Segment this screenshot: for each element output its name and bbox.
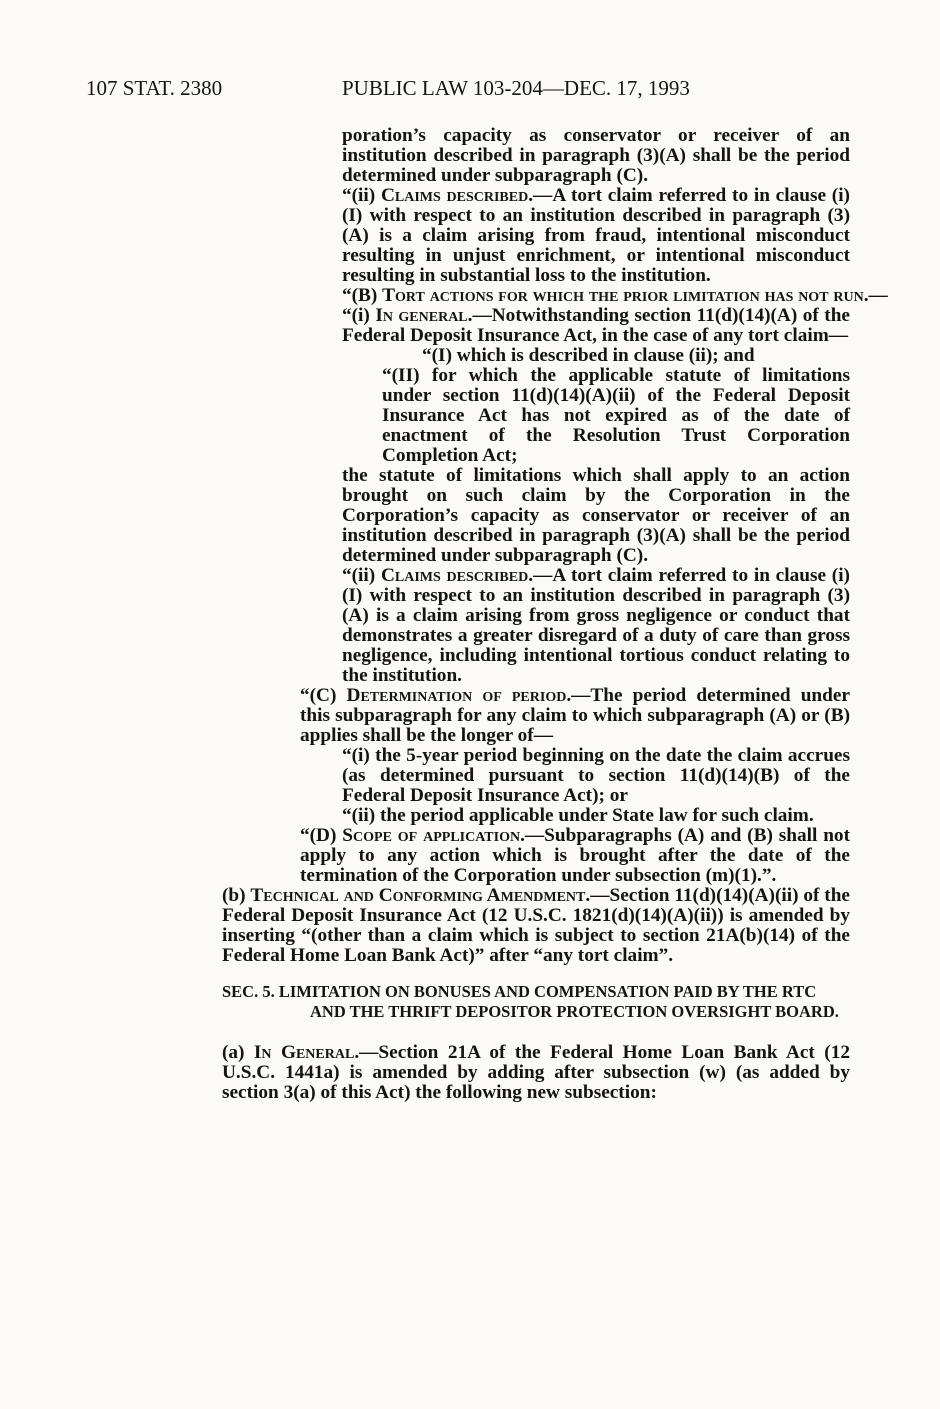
clause-ii-claims-described-gross-negligence: “(ii) Claims described.—A tort claim referred to in clause (i)(I) with respect to an institution described in paragraph (3)(A) is a claim arising from gross negligence or conduct that demonstrates a greater disregard of a duty of care than gross negligence, including intentional tortious conduct relating to the institution. (342, 565, 850, 686)
statute-of-limitations-text: the statute of limitations which shall apply to an action brought on such claim by the Corporation in the Corporation’s capacity as conservator or receiver of an institution described in paragraph (3)(A) shall be the period determined under subparagraph (C). (342, 465, 850, 566)
subparagraph-b-heading: “(B) Tort actions for which the prior limitation has not run.— (342, 285, 888, 306)
subparagraph-c-determination: “(C) Determination of period.—The period determined under this subparagraph for any claim to which subparagraph (A) or (B) applies shall be the longer of— (300, 685, 850, 746)
clause-i-five-year-period: “(i) the 5-year period beginning on the date the claim accrues (as determined pursuant to section 11(d)(14)(B) of the Federal Deposit Insurance Act); or (342, 745, 850, 806)
statute-text (0, 126, 940, 1103)
subclause-ii: “(II) for which the applicable statute of limitations under section 11(d)(14)(A)(ii) of the Federal Deposit Insurance Act has not expired as of the date of enactment of the Resolution Trust Corporation Completion Act; (382, 365, 850, 466)
subsection-a-in-general: (a) In General.—Section 21A of the Federal Home Loan Bank Act (12 U.S.C. 1441a) is amended by adding after subsection (w) (as added by section 3(a) of this Act) the following new subsection: (222, 1041, 850, 1103)
section-heading: SEC. 5. LIMITATION ON BONUSES AND COMPENSATION PAID BY THE RTC AND THE THRIFT DEPOSITOR PROTECTION OVERSIGHT BOARD. (222, 982, 839, 1021)
page-reference: 107 STAT. 2380 (86, 76, 223, 100)
subsection-b-technical-amendment: (b) Technical and Conforming Amendment.—Section 11(d)(14)(A)(ii) of the Federal Deposit Insurance Act (12 U.S.C. 1821(d)(14)(A)(ii)) is amended by inserting “(other than a claim which is subject to section 21A(b)(14) of the Federal Home Loan Bank Act)” after “any tort claim”. (222, 885, 850, 966)
law-reference: PUBLIC LAW 103-204—DEC. 17, 1993 (342, 76, 690, 100)
subclause-i: “(I) which is described in clause (ii); and (422, 345, 755, 366)
paragraph-continuation: poration’s capacity as conservator or receiver of an institution described in paragraph (3)(A) shall be the period determined under subparagraph (C). (342, 125, 850, 186)
subparagraph-d-scope: “(D) Scope of application.—Subparagraphs (A) and (B) shall not apply to any action which is brought after the date of the termination of the Corporation under subsection (m)(1).”. (300, 825, 850, 886)
clause-ii-state-law-period: “(ii) the period applicable under State law for such claim. (342, 805, 814, 826)
clause-i-in-general: “(i) In general.—Notwithstanding section 11(d)(14)(A) of the Federal Deposit Insurance Act, in the case of any tort claim— (342, 305, 850, 346)
clause-ii-claims-described: “(ii) Claims described.—A tort claim referred to in clause (i)(I) with respect to an institution described in paragraph (3)(A) is a claim arising from fraud, intentional misconduct resulting in unjust enrichment, or intentional misconduct resulting in substantial loss to the institution. (342, 185, 850, 286)
